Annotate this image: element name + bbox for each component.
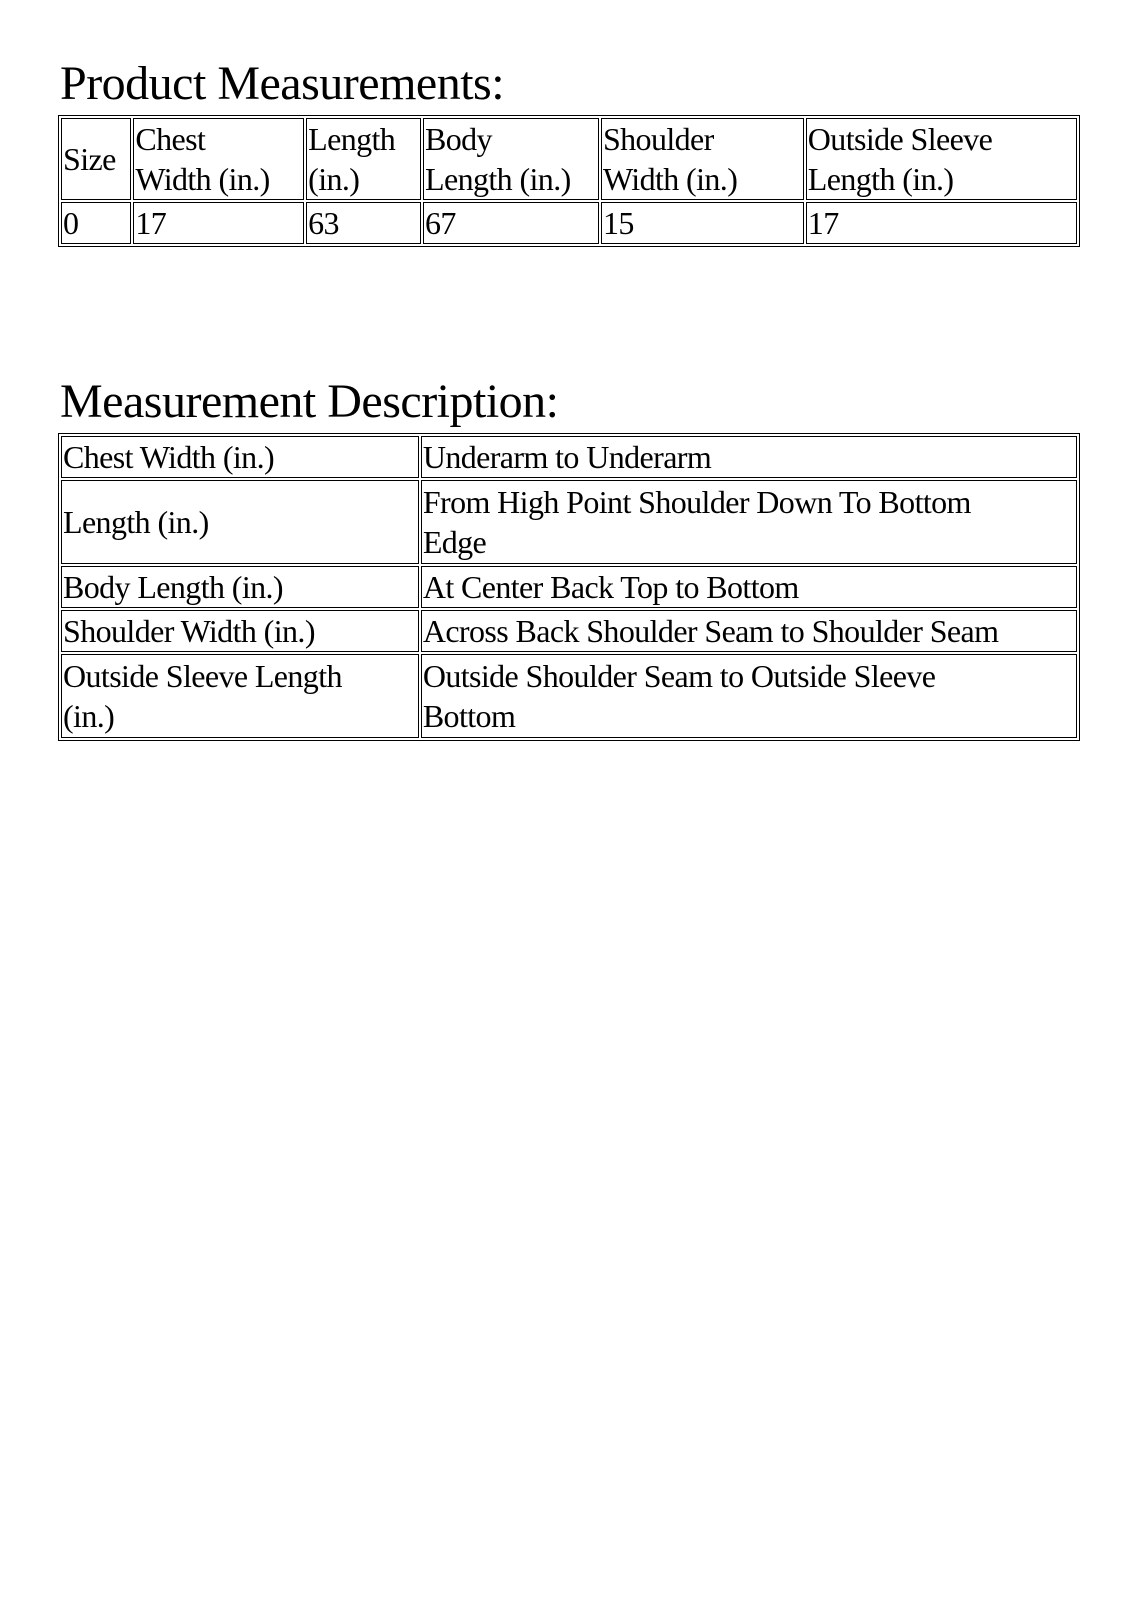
header-cell-size: Size (61, 118, 131, 200)
description-cell: Across Back Shoulder Seam to Shoulder Seam (421, 610, 1077, 652)
header-cell-length: Length (in.) (306, 118, 421, 200)
cell-chest-width: 17 (133, 202, 304, 244)
label-cell: Length (in.) (61, 480, 419, 564)
description-cell: From High Point Shoulder Down To Bottom Edge (421, 480, 1077, 564)
table-row (61, 610, 1077, 652)
table-row (61, 202, 1077, 244)
table-row (61, 566, 1077, 608)
measurement-description-title: Measurement Description: (60, 375, 559, 428)
label-cell: Chest Width (in.) (61, 436, 419, 478)
cell-body-length: 67 (423, 202, 599, 244)
cell-outside-sleeve-length: 17 (806, 202, 1077, 244)
label-cell: Outside Sleeve Length (in.) (61, 654, 419, 738)
cell-length: 63 (306, 202, 421, 244)
product-measurements-title: Product Measurements: (60, 57, 505, 110)
table-row (61, 480, 1077, 564)
description-cell: At Center Back Top to Bottom (421, 566, 1077, 608)
label-cell: Shoulder Width (in.) (61, 610, 419, 652)
table-row (61, 436, 1077, 478)
header-cell-outside-sleeve-length: Outside Sleeve Length (in.) (806, 118, 1077, 200)
header-cell-chest-width: Chest Width (in.) (133, 118, 304, 200)
product-measurements-table (58, 115, 1080, 247)
header-cell-body-length: Body Length (in.) (423, 118, 599, 200)
cell-shoulder-width: 15 (601, 202, 804, 244)
table-header-row (61, 118, 1077, 200)
header-cell-shoulder-width: Shoulder Width (in.) (601, 118, 804, 200)
measurement-description-table (58, 433, 1080, 741)
cell-size: 0 (61, 202, 131, 244)
label-cell: Body Length (in.) (61, 566, 419, 608)
table-row (61, 654, 1077, 738)
description-cell: Outside Shoulder Seam to Outside Sleeve Bottom (421, 654, 1077, 738)
description-cell: Underarm to Underarm (421, 436, 1077, 478)
